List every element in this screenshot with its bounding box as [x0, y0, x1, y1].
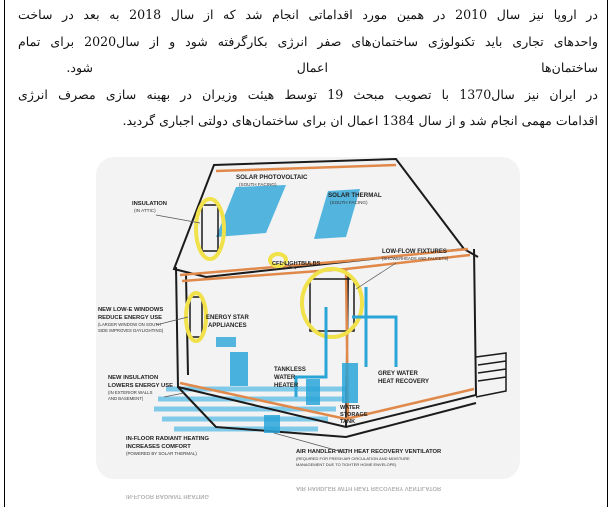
label-windows-2: REDUCE ENERGY USE	[98, 315, 162, 321]
line3-word-2: اعمال	[296, 60, 328, 75]
tankless-heater	[306, 379, 320, 405]
reflection-air-handler: AIR HANDLER WITH HEAT RECOVERY VENTILATOR	[296, 485, 442, 491]
solar-pv-panel	[216, 185, 286, 237]
label-energy-star-1: ENERGY STAR	[206, 315, 249, 321]
label-tankless-2: WATER	[274, 375, 296, 381]
label-tankless-1: TANKLESS	[274, 367, 306, 373]
reflection-radiant: IN-FLOOR RADIANT HEATING	[126, 493, 209, 499]
storage-tank	[342, 363, 358, 403]
label-radiant-sub: (POWERED BY SOLAR THERMAL)	[126, 451, 197, 456]
label-storage-3: TANK	[340, 419, 356, 425]
label-windows-1: NEW LOW-E WINDOWS	[98, 307, 164, 313]
label-low-flow: LOW-FLOW FIXTURES	[382, 249, 447, 255]
line3-word-1: ساختمان‌ها	[541, 60, 598, 75]
label-air-handler-sub2: MANAGEMENT DUE TO TIGHTER HOME ENVELOPE)	[296, 462, 397, 467]
line3-word-3: شود.	[66, 60, 93, 75]
label-insulation-sub: (IN ATTIC)	[134, 208, 156, 213]
label-storage-2: STORAGE	[340, 412, 368, 418]
label-windows-sub1: (LARGER WINDOW ON SOUTH	[98, 322, 162, 327]
label-grey-water-1: GREY WATER	[378, 371, 418, 377]
label-solar-pv: SOLAR PHOTOVOLTAIC	[236, 174, 308, 181]
paragraph-1-line-1: در اروپا نیز سال 2010 در همین مورد اقداماتی انجام شد که از سال 2018 به بعد در ساخت	[18, 7, 598, 22]
label-air-handler-sub1: (REQUIRED FOR FRESH AIR CIRCULATION AND MOISTURE	[296, 456, 410, 461]
figure-reflection	[96, 481, 520, 507]
document-body	[18, 2, 598, 135]
attic-window	[202, 205, 218, 251]
appliance-unit	[230, 352, 248, 386]
porch-stairs	[476, 353, 506, 397]
label-solar-thermal-sub: (SOUTH FACING)	[330, 200, 368, 205]
upstairs-fixture	[216, 337, 236, 347]
label-solar-pv-sub: (SOUTH FACING)	[239, 182, 277, 187]
label-new-insulation-sub1: (IN EXTERIOR WALLS	[108, 390, 153, 395]
label-solar-thermal: SOLAR THERMAL	[328, 192, 382, 199]
label-radiant-1: IN-FLOOR RADIANT HEATING	[126, 436, 209, 442]
label-new-insulation-1: NEW INSULATION	[108, 375, 159, 381]
house-sketch	[96, 157, 520, 479]
label-new-insulation-2: LOWERS ENERGY USE	[108, 383, 173, 389]
label-tankless-3: HEATER	[274, 383, 299, 389]
label-windows-sub2: SIDE IMPROVES DAYLIGHTING)	[98, 328, 164, 333]
label-insulation: INSULATION	[132, 201, 167, 207]
label-new-insulation-sub2: AND BASEMENT)	[108, 396, 144, 401]
paragraph-1-line-2: واحدهای تجاری باید تکنولوژی ساختمان‌های صفر انرژی بکارگرفته شود و از سال2020 برای تمام	[18, 33, 598, 49]
label-grey-water-2: HEAT RECOVERY	[378, 379, 430, 385]
side-window	[190, 297, 202, 337]
label-storage-1: WATER	[340, 405, 360, 411]
label-energy-star-2: APPLIANCES	[208, 323, 247, 329]
page-border-right	[607, 0, 608, 507]
label-low-flow-sub: (SHOWERHEADS AND FAUCETS)	[382, 256, 449, 261]
label-air-handler: AIR HANDLER WITH HEAT RECOVERY VENTILATOR	[296, 449, 442, 455]
page-border-left	[4, 0, 5, 507]
air-handler	[264, 415, 280, 433]
paragraph-1-line-3	[18, 55, 598, 82]
reflection-sketch	[96, 481, 520, 507]
label-radiant-2: INCREASES COMFORT	[126, 444, 191, 450]
green-house-illustration	[96, 157, 520, 479]
paragraph-2-line-2: اقدامات مهمی انجام شد و از سال 1384 اعمال ان برای ساختمان‌های دولتی اجباری گردید.	[122, 113, 598, 128]
label-cfl: CFL LIGHTBULBS	[272, 261, 321, 267]
paragraph-2-line-1: در ایران نیز سال1370 با تصویب مبحث 19 توسط هیئت وزیران در بهینه سازی مصرف انرژی	[18, 86, 598, 102]
